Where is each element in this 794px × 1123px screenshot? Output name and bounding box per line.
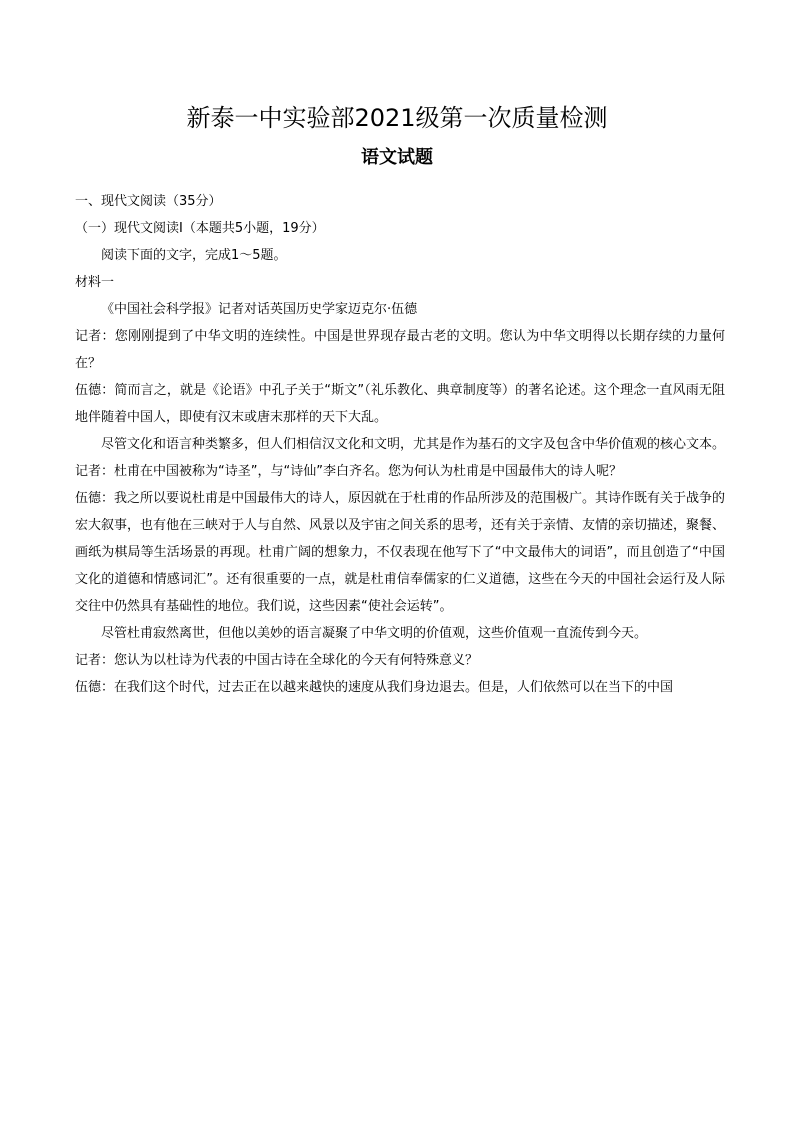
- interview-question: 记者：您刚刚提到了中华文明的连续性。中国是世界现存最古老的文明。您认为中华文明得以长期存续的力量何在？: [75, 329, 725, 371]
- document-body: [75, 188, 725, 701]
- interview-answer-continued: 尽管杜甫寂然离世，但他以美妙的语言凝聚了中华文明的价值观，这些价值观一直流传到今天。: [101, 626, 648, 641]
- exam-subtitle: 语文试题: [361, 147, 433, 168]
- interview-question: 记者：杜甫在中国被称为“诗圣”，与“诗仙”李白齐名。您为何认为杜甫是中国最伟大的诗人呢？: [75, 464, 622, 479]
- material-label: 材料一: [75, 275, 115, 290]
- section-heading: 一、现代文阅读（35分）: [75, 194, 222, 209]
- interview-answer: 伍德：在我们这个时代，过去正在以越来越快的速度从我们身边退去。但是，人们依然可以在当下的中国: [75, 680, 674, 695]
- interview-question: 记者：您认为以杜诗为代表的中国古诗在全球化的今天有何特殊意义？: [75, 653, 479, 668]
- exam-title: 新泰一中实验部2021级第一次质量检测: [186, 104, 608, 132]
- interview-answer: 伍德：我之所以要说杜甫是中国最伟大的诗人，原因就在于杜甫的作品所涉及的范围极广。其诗作既有关于战争的宏大叙事，也有他在三峡对于人与自然、风景以及宇宙之间关系的思考，还有关于亲情、友情的亲切描述，聚餐、画纸为棋局等生活场景的再现。杜甫广阔的想象力，不仅表现在他写下了“中文最伟大的词语”，而且创造了“中国文化的道德和情感词汇”。还有很重要的一点，就是杜甫信奉儒家的仁义道德，这些在今天的中国社会运行及人际交往中仍然具有基础性的地位。我们说，这些因素“使社会运转”。: [75, 491, 726, 614]
- interview-answer-continued: 尽管文化和语言种类繁多，但人们相信汉文化和文明，尤其是作为基石的文字及包含中华价值观的核心文本。: [101, 437, 726, 452]
- instruction-text: 阅读下面的文字，完成1～5题。: [101, 248, 287, 263]
- interview-answer: 伍德：简而言之，就是《论语》中孔子关于“斯文”（礼乐教化、典章制度等）的著名论述。这个理念一直风雨无阻地伴随着中国人，即使有汉末或唐末那样的天下大乱。: [75, 383, 725, 425]
- subsection-heading: （一）现代文阅读I（本题共5小题，19分）: [75, 221, 325, 236]
- article-title: 《中国社会科学报》记者对话英国历史学家迈克尔·伍德: [101, 302, 418, 317]
